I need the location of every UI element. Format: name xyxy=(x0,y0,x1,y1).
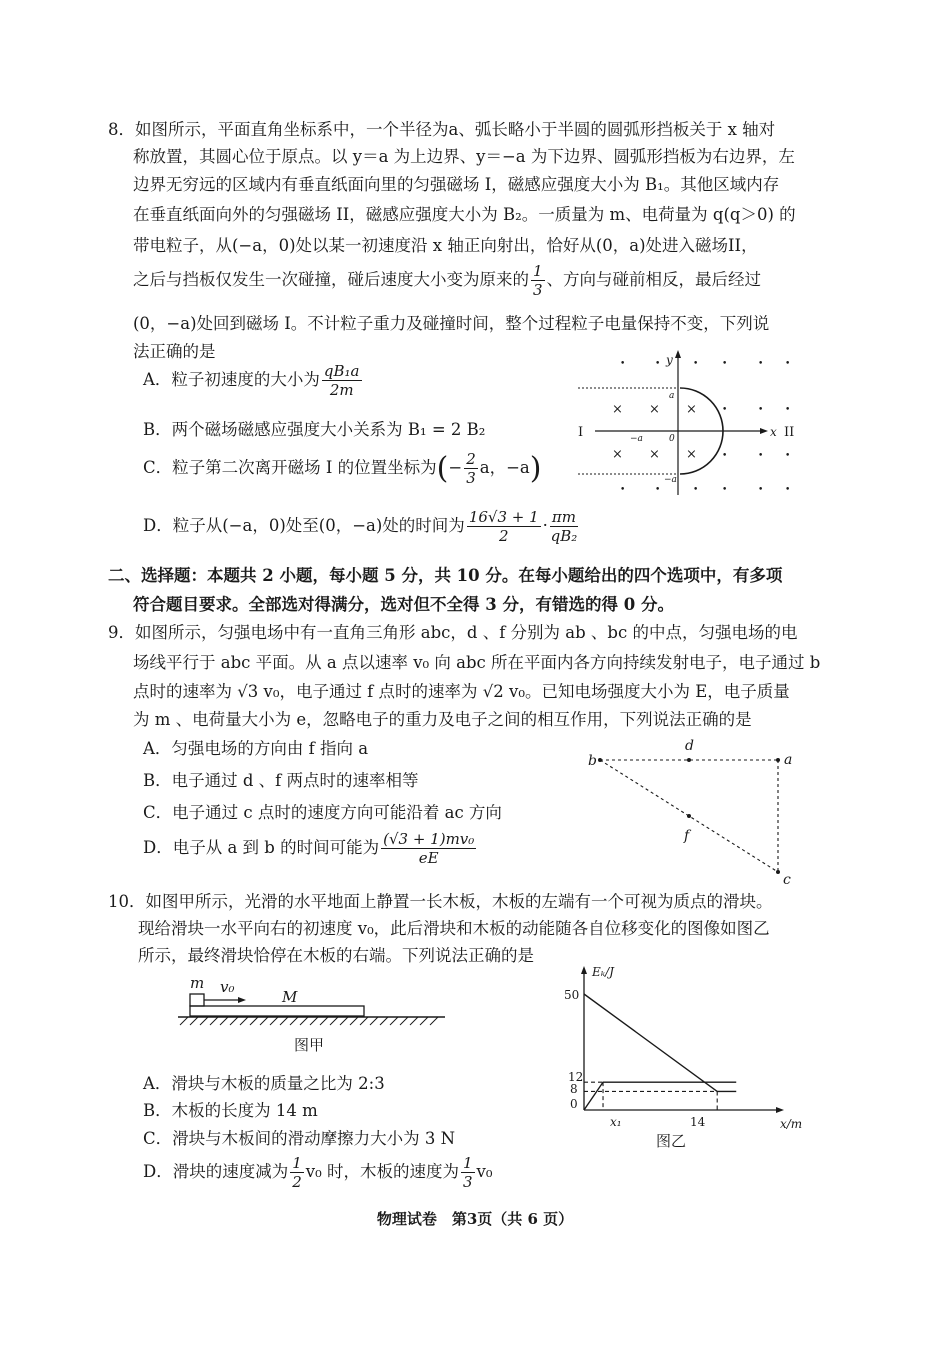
q8-option-b: B．两个磁场磁感应强度大小关系为 B₁ = 2 B₂ xyxy=(143,420,486,439)
ground-hatching xyxy=(180,1017,438,1025)
q9-option-a: A．匀强电场的方向由 f 指向 a xyxy=(143,739,369,758)
tick-neg-a-x: −a xyxy=(630,434,643,444)
vertex-c-label: c xyxy=(783,872,791,888)
q8-line-6-post: 、方向与碰前相反，最后经过 xyxy=(546,270,762,289)
figure-yi-energy-chart xyxy=(558,962,808,1152)
tick-label-8: 8 xyxy=(570,1082,578,1096)
q10-option-d: D．滑块的速度减为 $\frac{1}{2}$ v₀ 时，木板的速度为 $\frac{1}{3}$ v₀ xyxy=(143,1154,493,1191)
q9-line-4: 为 m 、电荷量大小为 e，忽略电子的重力及电子之间的相互作用，下列说法正确的是 xyxy=(133,710,752,729)
dot: • xyxy=(722,405,728,415)
vertex-b-label: b xyxy=(588,753,597,769)
mass-m-label: m xyxy=(190,974,205,992)
q9-option-c: C．电子通过 c 点时的速度方向可能沿着 ac 方向 xyxy=(143,803,502,822)
dot: • xyxy=(722,359,728,369)
cross-mark: × xyxy=(686,402,697,417)
chart-x-label: x/m xyxy=(780,1117,803,1131)
velocity-v0-label: v₀ xyxy=(220,978,235,996)
dot: • xyxy=(785,405,791,415)
tick-label-0: 0 xyxy=(570,1097,578,1111)
board-M xyxy=(190,1006,364,1016)
q9-triangle-figure xyxy=(580,732,800,892)
q10-option-c: C．滑块与木板间的滑动摩擦力大小为 3 N xyxy=(143,1129,456,1148)
cross-mark: × xyxy=(686,447,697,462)
dot: • xyxy=(693,485,699,495)
point-d-label: d xyxy=(685,738,694,754)
region-2-label: II xyxy=(784,425,795,440)
origin-label: 0 xyxy=(669,434,675,444)
dot: • xyxy=(758,451,764,461)
q8-line-6-pre: 之后与挡板仅发生一次碰撞，碰后速度大小变为原来的 xyxy=(133,270,529,289)
q8-line-8: 法正确的是 xyxy=(133,342,216,361)
dot: • xyxy=(758,359,764,369)
q8-line-5: 带电粒子，从(−a，0)处以某一初速度沿 x 轴正向射出，恰好从(0，a)处进入磁场II， xyxy=(133,236,758,255)
section-2-line-2: 符合题目要求。全部选对得满分，选对但不全得 3 分，有错选的得 0 分。 xyxy=(133,595,674,614)
tick-label-12: 12 xyxy=(568,1070,584,1084)
dot: • xyxy=(758,485,764,495)
fraction-one-third: $\frac{1}{3}$ xyxy=(533,262,543,299)
board-energy-line xyxy=(584,1082,736,1110)
y-axis-label: y xyxy=(666,353,673,367)
dot: • xyxy=(785,451,791,461)
section-2-line-1: 二、选择题：本题共 2 小题，每小题 5 分，共 10 分。在每小题给出的四个选项中，有多项 xyxy=(108,566,783,585)
q8-line-1: 8．如图所示，平面直角坐标系中，一个半径为a、弧长略小于半圆的圆弧形挡板关于 x 轴对 xyxy=(108,120,776,139)
figure-jia-board-block xyxy=(170,970,460,1060)
dot: • xyxy=(620,485,626,495)
dot: • xyxy=(693,359,699,369)
dot: • xyxy=(785,485,791,495)
q9-line-2: 场线平行于 abc 平面。从 a 点以速率 v₀ 向 abc 所在平面内各方向持续发射电子，电子通过 b xyxy=(133,653,821,672)
figure-yi-caption: 图乙 xyxy=(656,1132,687,1150)
q8-option-a: A．粒子初速度的大小为 $\frac{\text{qB₁a}}{2m}$ xyxy=(143,362,360,399)
dot: • xyxy=(785,359,791,369)
q10-line-2: 现给滑块一水平向右的初速度 v₀，此后滑块和木板的动能随各自位移变化的图像如图乙 xyxy=(138,919,770,938)
dot: • xyxy=(758,405,764,415)
q10-option-a: A．滑块与木板的质量之比为 2:3 xyxy=(143,1074,385,1093)
tick-label-50: 50 xyxy=(564,988,580,1002)
q8-line-3: 边界无穷远的区域内有垂直纸面向里的匀强磁场 I，磁感应强度大小为 B₁。其他区域内存 xyxy=(133,175,780,194)
tick-label-14: 14 xyxy=(690,1115,706,1129)
cross-mark: × xyxy=(649,402,660,417)
q9-line-3: 点时的速率为 √3 v₀，电子通过 f 点时的速率为 √2 v₀。已知电场强度大小为 E，电子质量 xyxy=(133,682,790,701)
dot: • xyxy=(722,451,728,461)
tick-a: a xyxy=(669,391,675,401)
vertex-a-label: a xyxy=(784,752,793,768)
q8-option-c: C．粒子第二次离开磁场 I 的位置坐标为(− $\frac{2}{3}$ a，−a) xyxy=(143,450,542,487)
q9-option-b: B．电子通过 d 、f 两点时的速率相等 xyxy=(143,771,419,790)
tick-label-x1: x₁ xyxy=(610,1115,622,1129)
q9-option-d: D．电子从 a 到 b 的时间可能为 $\frac{\text{(√3 + 1)mv₀}}{eE}$ xyxy=(143,830,475,867)
page-footer: 物理试卷 第3页（共 6 页） xyxy=(376,1210,574,1228)
block-energy-line xyxy=(584,994,736,1091)
tick-neg-a-y: −a xyxy=(664,475,677,485)
region-1-label: I xyxy=(578,425,584,440)
cross-mark: × xyxy=(649,447,660,462)
block-m xyxy=(190,994,204,1006)
field-dots xyxy=(620,359,790,495)
dot: • xyxy=(655,359,661,369)
q8-line-7: (0，−a)处回到磁场 I。不计粒子重力及碰撞时间，整个过程粒子电量保持不变，下列说 xyxy=(133,314,770,333)
q8-magnetic-field-figure xyxy=(570,350,810,500)
dot: • xyxy=(722,485,728,495)
mass-M-label: M xyxy=(282,988,298,1006)
q10-option-b: B．木板的长度为 14 m xyxy=(143,1101,318,1120)
cross-mark: × xyxy=(612,402,623,417)
point-f-label: f xyxy=(684,828,690,844)
dot: • xyxy=(620,359,626,369)
q9-line-1: 9．如图所示，匀强电场中有一直角三角形 abc，d 、f 分别为 ab 、bc 的中点，匀强电场的电 xyxy=(108,623,798,642)
q10-line-1: 10．如图甲所示，光滑的水平地面上静置一长木板，木板的左端有一个可视为质点的滑块。 xyxy=(108,892,773,911)
q8-line-4: 在垂直纸面向外的匀强磁场 II，磁感应强度大小为 B₂。一质量为 m、电荷量为 q(q＞0) 的 xyxy=(133,205,796,224)
cross-mark: × xyxy=(612,447,623,462)
chart-y-label: Eₖ/J xyxy=(592,965,614,979)
figure-jia-caption: 图甲 xyxy=(294,1036,325,1054)
q8-option-d: D．粒子从(−a，0)处至(0，−a)处的时间为 $\frac{16√3 + 1}{2}$ · $\frac{\pi m}{\text{qB₂}}$ xyxy=(143,508,578,545)
q8-line-2: 称放置，其圆心位于原点。以 y＝a 为上边界、y＝−a 为下边界、圆弧形挡板为右边界，左 xyxy=(133,147,795,166)
q10-line-3: 所示，最终滑块恰停在木板的右端。下列说法正确的是 xyxy=(138,946,534,965)
q8-line-6 xyxy=(133,262,761,299)
x-axis-label: x xyxy=(770,425,777,439)
dot: • xyxy=(655,485,661,495)
